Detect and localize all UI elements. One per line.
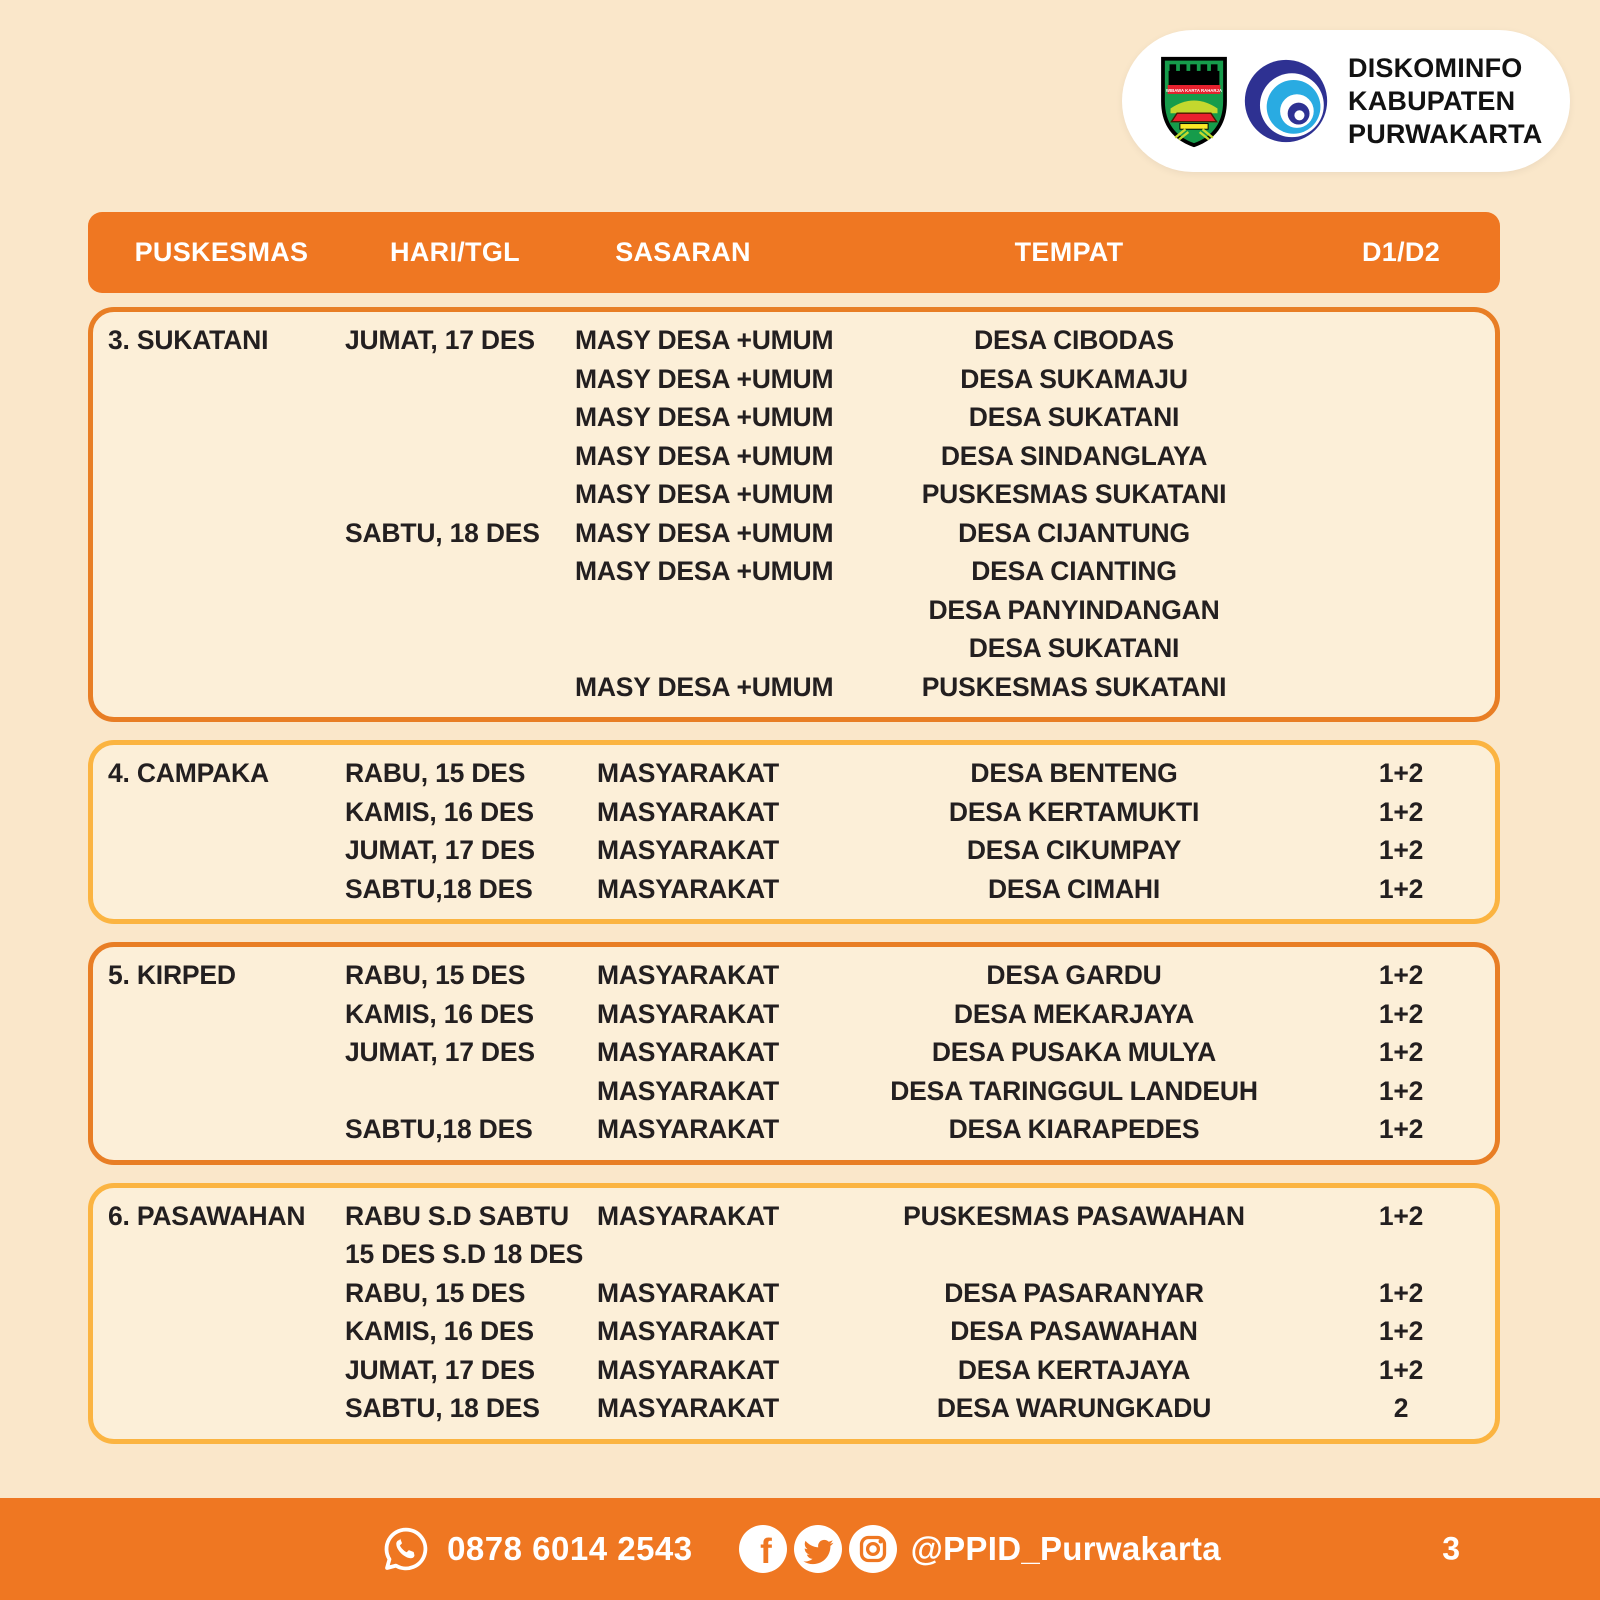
sasaran-cell: MASY DESA +UMUM xyxy=(575,325,834,355)
sasaran-cell: MASY DESA +UMUM xyxy=(575,517,834,548)
instagram-icon xyxy=(849,1525,897,1573)
hari-tgl-cell: SABTU,18 DES xyxy=(345,873,533,904)
footer-bar xyxy=(0,1498,1600,1600)
d1d2-cell: 1+2 xyxy=(1378,998,1424,1029)
tempat-cell: DESA SINDANGLAYA xyxy=(940,440,1208,471)
tempat-cell: PUSKESMAS SUKATANI xyxy=(921,671,1227,702)
puskesmas-cell: 4. CAMPAKA xyxy=(108,758,269,788)
d1d2-cell: 1+2 xyxy=(1378,1075,1424,1106)
twitter-icon xyxy=(794,1525,842,1573)
table-header-bar xyxy=(88,212,1500,293)
sasaran-cell: MASYARAKAT xyxy=(596,873,780,904)
sasaran-cell: MASY DESA +UMUM xyxy=(575,363,834,394)
org-name-line1: DISKOMINFO xyxy=(1348,52,1523,83)
hari-tgl-cell: RABU, 15 DES xyxy=(345,1277,526,1308)
hari-tgl-cell: 15 DES S.D 18 DES xyxy=(345,1239,584,1269)
hari-tgl-cell: SABTU,18 DES xyxy=(345,1114,533,1144)
tempat-cell: DESA PUSAKA MULYA xyxy=(931,1037,1217,1067)
puskesmas-cell: 6. PASAWAHAN xyxy=(108,1200,306,1231)
hari-tgl-cell: RABU, 15 DES xyxy=(345,758,526,788)
puskesmas-cell: 5. KIRPED xyxy=(108,960,236,990)
tempat-cell: DESA TARINGGUL LANDEUH xyxy=(890,1075,1258,1106)
org-name-line3: PURWAKARTA xyxy=(1348,118,1543,149)
tempat-cell: DESA CIJANTUNG xyxy=(958,517,1190,548)
sasaran-cell: MASY DESA +UMUM xyxy=(575,479,834,509)
page-number: 3 xyxy=(1442,1530,1460,1567)
facebook-icon xyxy=(739,1525,787,1573)
phone-number: 0878 6014 2543 xyxy=(447,1530,693,1567)
sasaran-cell: MASYARAKAT xyxy=(596,835,780,865)
puskesmas-section-card xyxy=(88,942,1500,1165)
section-grid xyxy=(108,754,1455,908)
tempat-cell: DESA PASARANYAR xyxy=(944,1277,1204,1308)
hari-tgl-cell: KAMIS, 16 DES xyxy=(345,998,534,1029)
sasaran-cell: MASYARAKAT xyxy=(596,1393,780,1423)
kominfo-wave-icon xyxy=(1244,59,1328,143)
sasaran-cell: MASYARAKAT xyxy=(596,998,780,1029)
tempat-cell: DESA CIANTING xyxy=(971,556,1177,586)
tempat-cell: DESA MEKARJAYA xyxy=(953,998,1195,1029)
tempat-cell: DESA PANYINDANGAN xyxy=(928,594,1220,625)
hari-tgl-cell: JUMAT, 17 DES xyxy=(345,325,535,355)
column-header-d1d2: D1/D2 xyxy=(1361,237,1441,267)
sasaran-cell: MASYARAKAT xyxy=(596,1200,780,1231)
sasaran-cell: MASY DESA +UMUM xyxy=(575,402,834,432)
tempat-cell: DESA WARUNGKADU xyxy=(936,1393,1212,1423)
tempat-cell: DESA KIARAPEDES xyxy=(948,1114,1200,1144)
section-grid xyxy=(108,956,1455,1149)
tempat-cell: DESA SUKATANI xyxy=(968,402,1180,432)
tempat-cell: DESA CIMAHI xyxy=(987,873,1161,904)
column-header-puskesmas: PUSKESMAS xyxy=(134,237,309,267)
org-name xyxy=(1348,52,1543,151)
sasaran-cell: MASYARAKAT xyxy=(596,758,780,788)
d1d2-cell: 1+2 xyxy=(1378,1114,1424,1144)
tempat-cell: PUSKESMAS SUKATANI xyxy=(921,479,1227,509)
d1d2-cell: 1+2 xyxy=(1378,1277,1424,1308)
purwakarta-crest-icon xyxy=(1156,54,1232,148)
sasaran-cell: MASYARAKAT xyxy=(596,1354,780,1385)
social-icons xyxy=(739,1525,897,1573)
sasaran-cell: MASY DESA +UMUM xyxy=(575,671,834,702)
d1d2-cell: 1+2 xyxy=(1378,960,1424,990)
svg-text:f: f xyxy=(759,1532,772,1571)
sasaran-cell: MASYARAKAT xyxy=(596,1114,780,1144)
org-name-line2: KABUPATEN xyxy=(1348,85,1516,116)
tempat-cell: DESA SUKAMAJU xyxy=(960,363,1188,394)
social-handle: @PPID_Purwakarta xyxy=(910,1530,1221,1567)
sasaran-cell: MASY DESA +UMUM xyxy=(575,440,834,471)
hari-tgl-cell: RABU, 15 DES xyxy=(345,960,526,990)
tempat-cell: DESA SUKATANI xyxy=(968,633,1180,663)
d1d2-cell: 1+2 xyxy=(1378,1316,1424,1346)
sasaran-cell: MASY DESA +UMUM xyxy=(575,556,834,586)
logo-card xyxy=(1122,30,1570,172)
hari-tgl-cell: JUMAT, 17 DES xyxy=(345,1037,535,1067)
section-grid xyxy=(108,1197,1455,1428)
hari-tgl-cell: JUMAT, 17 DES xyxy=(345,1354,535,1385)
column-header-tempat: TEMPAT xyxy=(1014,237,1124,267)
d1d2-cell: 1+2 xyxy=(1378,1037,1424,1067)
d1d2-cell: 1+2 xyxy=(1378,873,1424,904)
tempat-cell: DESA KERTAJAYA xyxy=(957,1354,1191,1385)
puskesmas-section-card xyxy=(88,307,1500,722)
hari-tgl-cell: RABU S.D SABTU xyxy=(345,1200,569,1231)
puskesmas-section-card xyxy=(88,740,1500,924)
puskesmas-section-card xyxy=(88,1183,1500,1444)
d1d2-cell: 1+2 xyxy=(1378,758,1424,788)
section-grid xyxy=(108,321,1455,706)
section-cards xyxy=(88,307,1500,1444)
tempat-cell: DESA CIKUMPAY xyxy=(966,835,1182,865)
hari-tgl-cell: JUMAT, 17 DES xyxy=(345,835,535,865)
tempat-cell: DESA KERTAMUKTI xyxy=(948,796,1200,827)
sasaran-cell: MASYARAKAT xyxy=(596,1075,780,1106)
sasaran-cell: MASYARAKAT xyxy=(596,796,780,827)
d1d2-cell: 1+2 xyxy=(1378,835,1424,865)
hari-tgl-cell: SABTU, 18 DES xyxy=(345,1393,540,1423)
puskesmas-cell: 3. SUKATANI xyxy=(108,325,269,355)
sasaran-cell: MASYARAKAT xyxy=(596,1037,780,1067)
sasaran-cell: MASYARAKAT xyxy=(596,1316,780,1346)
column-header-sasaran: SASARAN xyxy=(615,237,751,267)
d1d2-cell: 2 xyxy=(1393,1393,1409,1423)
hari-tgl-cell: SABTU, 18 DES xyxy=(345,517,540,548)
tempat-cell: DESA CIBODAS xyxy=(974,325,1174,355)
hari-tgl-cell: KAMIS, 16 DES xyxy=(345,796,534,827)
whatsapp-icon xyxy=(379,1522,433,1576)
d1d2-cell: 1+2 xyxy=(1378,1354,1424,1385)
d1d2-cell: 1+2 xyxy=(1378,1200,1424,1231)
schedule-table xyxy=(88,212,1500,1462)
tempat-cell: DESA PASAWAHAN xyxy=(950,1316,1198,1346)
hari-tgl-cell: KAMIS, 16 DES xyxy=(345,1316,534,1346)
column-header-hari-tgl: HARI/TGL xyxy=(390,237,520,267)
d1d2-cell: 1+2 xyxy=(1378,796,1424,827)
tempat-cell: DESA GARDU xyxy=(986,960,1162,990)
tempat-cell: PUSKESMAS PASAWAHAN xyxy=(903,1200,1245,1231)
footer-contact-group xyxy=(379,1522,1221,1576)
sasaran-cell: MASYARAKAT xyxy=(596,1277,780,1308)
sasaran-cell: MASYARAKAT xyxy=(596,960,780,990)
tempat-cell: DESA BENTENG xyxy=(970,758,1178,788)
crest-banner-text: WIBAWA KARTA RAHARJA xyxy=(1165,87,1223,93)
